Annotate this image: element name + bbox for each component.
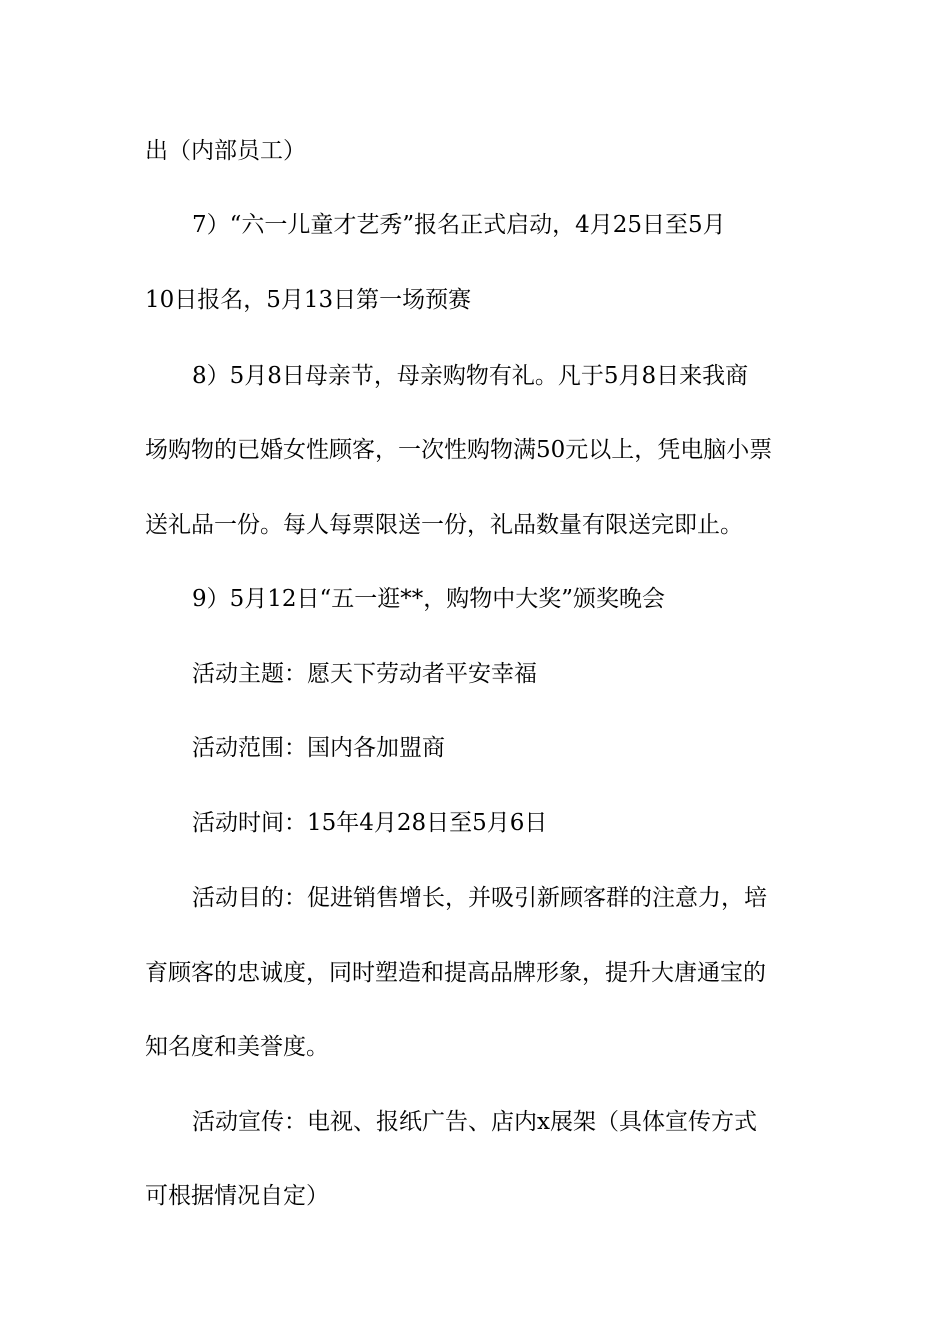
- activity-theme: 活动主题：愿天下劳动者平安幸福: [192, 661, 537, 687]
- activity-promotion-line-1: 活动宣传：电视、报纸广告、店内x展架（具体宣传方式: [192, 1109, 757, 1135]
- activity-time: 活动时间：15年4月28日至5月6日: [192, 810, 548, 836]
- item-8-line-1: 8）5月8日母亲节，母亲购物有礼。凡于5月8日来我商: [192, 363, 749, 389]
- item-7-line-2: 10日报名，5月13日第一场预赛: [145, 287, 472, 313]
- activity-purpose-line-2: 育顾客的忠诚度，同时塑造和提高品牌形象，提升大唐通宝的: [145, 960, 766, 986]
- item-8-line-2: 场购物的已婚女性顾客，一次性购物满50元以上，凭电脑小票: [145, 437, 773, 463]
- item-9-line: 9）5月12日“五一逛**，购物中大奖”颁奖晚会: [192, 586, 666, 612]
- activity-purpose-line-3: 知名度和美誉度。: [145, 1034, 329, 1060]
- item-7-line-1: 7）“六一儿童才艺秀”报名正式启动，4月25日至5月: [192, 212, 726, 238]
- text-line-1: 出（内部员工）: [145, 138, 306, 164]
- activity-purpose-line-1: 活动目的：促进销售增长，并吸引新顾客群的注意力，培: [192, 885, 767, 911]
- activity-scope: 活动范围：国内各加盟商: [192, 735, 445, 761]
- item-8-line-3: 送礼品一份。每人每票限送一份，礼品数量有限送完即止。: [145, 512, 743, 538]
- activity-promotion-line-2: 可根据情况自定）: [145, 1183, 329, 1209]
